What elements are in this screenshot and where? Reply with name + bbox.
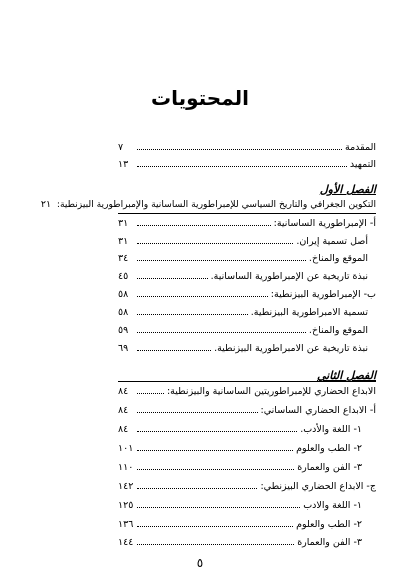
dot-leader (137, 289, 268, 297)
dot-leader (137, 307, 248, 315)
toc-entry-page: ٨٤ (118, 424, 129, 435)
toc-entry (118, 479, 376, 494)
toc-entry (118, 535, 376, 550)
toc-entry-page: ١٣ (118, 159, 129, 170)
dot-leader (137, 159, 347, 167)
toc-entry-page: ٤٥ (118, 271, 129, 282)
toc-entry-label: نبذة تاريخية عن الامبراطورية البيزنطية. (214, 343, 368, 354)
toc-entry-page: ٨٤ (118, 405, 129, 416)
toc-entry-label: الموقع والمناخ. (308, 325, 368, 336)
toc-entry (118, 460, 376, 475)
dot-leader (137, 519, 293, 527)
toc-entry-label: التمهيد (349, 159, 376, 170)
toc-entry (118, 216, 376, 231)
dot-leader (137, 142, 342, 150)
toc-entry-page: ١٤٤ (118, 537, 134, 548)
toc-entry (118, 422, 376, 437)
toc-entry (118, 269, 376, 284)
toc-entry-page: ٢١ (40, 199, 52, 210)
toc-entry-label: أ- الإمبراطورية الساسانية: (273, 218, 376, 229)
dot-leader (137, 443, 293, 451)
toc-entry-label: ٣- الفن والعمارة (297, 462, 362, 473)
toc-entry (118, 403, 376, 418)
toc-entry (118, 384, 376, 399)
toc-entry-page: ٣١ (118, 236, 129, 247)
toc-entry-page: ٦٩ (118, 343, 129, 354)
toc-entry-page: ١٢٥ (118, 500, 134, 511)
toc-entry-label: ٢- الطب والعلوم (296, 519, 362, 530)
toc-entry-introduction (118, 140, 376, 155)
toc-entry-page: ٣١ (118, 218, 129, 229)
toc-entry-page: ١٣٦ (118, 519, 134, 530)
toc-entry (118, 517, 376, 532)
toc-entry-page: ١٠١ (118, 443, 134, 454)
page-title: المحتويات (150, 86, 249, 110)
divider (118, 213, 376, 214)
toc-entry-page: ٧ (118, 142, 124, 153)
divider (118, 381, 376, 382)
toc-entry-label: التكوين الجغرافي والتاريخ السياسي للإمبراطورية الساسانية والإمبراطورية البيزنطية: (56, 199, 376, 210)
dot-leader (137, 271, 208, 279)
toc-entry-page: ٥٨ (118, 307, 129, 318)
chapter-heading-1: الفصل الأول (319, 183, 376, 196)
toc-entry (118, 251, 376, 266)
toc-entry-page: ١١٠ (118, 462, 134, 473)
toc-entry-label: ١- اللغة والأدب. (300, 424, 362, 435)
toc-entry-page: ٨٤ (118, 386, 129, 397)
toc-entry-label: المقدمة (344, 142, 376, 153)
dot-leader (137, 500, 300, 508)
toc-entry (118, 341, 376, 356)
toc-entry-label: ٣- الفن والعمارة (297, 537, 362, 548)
toc-entry-page: ٣٤ (118, 253, 129, 264)
dot-leader (137, 537, 294, 545)
dot-leader (137, 218, 271, 226)
toc-entry (118, 305, 376, 320)
toc-entry-chapter1-main (20, 197, 376, 212)
dot-leader (137, 253, 306, 261)
toc-entry (118, 498, 376, 513)
toc-entry-label: تسمية الامبراطورية البيزنطية. (250, 307, 368, 318)
toc-entry (118, 441, 376, 456)
dot-leader (137, 481, 257, 489)
toc-entry-label: أ- الابداع الحضاري الساساني: (260, 405, 376, 416)
dot-leader (137, 386, 164, 394)
toc-entry-label: الابداع الحضاري للإمبراطوريتين الساسانية والبيزنطية: (166, 386, 376, 397)
toc-entry-label: ج- الابداع الحضاري البيزنطي: (260, 481, 376, 492)
toc-entry-label: أصل تسمية إيران. (296, 236, 368, 247)
dot-leader (137, 343, 211, 351)
toc-entry-page: ١٤٢ (118, 481, 134, 492)
dot-leader (137, 325, 306, 333)
dot-leader (137, 462, 294, 470)
toc-entry-preface (118, 157, 376, 172)
toc-entry-label: ٢- الطب والعلوم (296, 443, 362, 454)
toc-entry-label: الموقع والمناخ. (308, 253, 368, 264)
toc-entry-label: نبذة تاريخية عن الإمبراطورية الساسانية. (210, 271, 368, 282)
chapter-heading-2: الفصل الثاني (317, 369, 376, 382)
dot-leader (137, 236, 293, 244)
toc-entry-label: ١- اللغة والادب (303, 500, 362, 511)
toc-entry (118, 287, 376, 302)
toc-entry-page: ٥٨ (118, 289, 129, 300)
page-number: ٥ (196, 556, 204, 570)
toc-entry-label: ب- الإمبراطورية البيزنطية: (270, 289, 376, 300)
dot-leader (137, 424, 297, 432)
toc-entry (118, 323, 376, 338)
toc-entry-page: ٥٩ (118, 325, 129, 336)
dot-leader (137, 405, 258, 413)
toc-entry (118, 234, 376, 249)
